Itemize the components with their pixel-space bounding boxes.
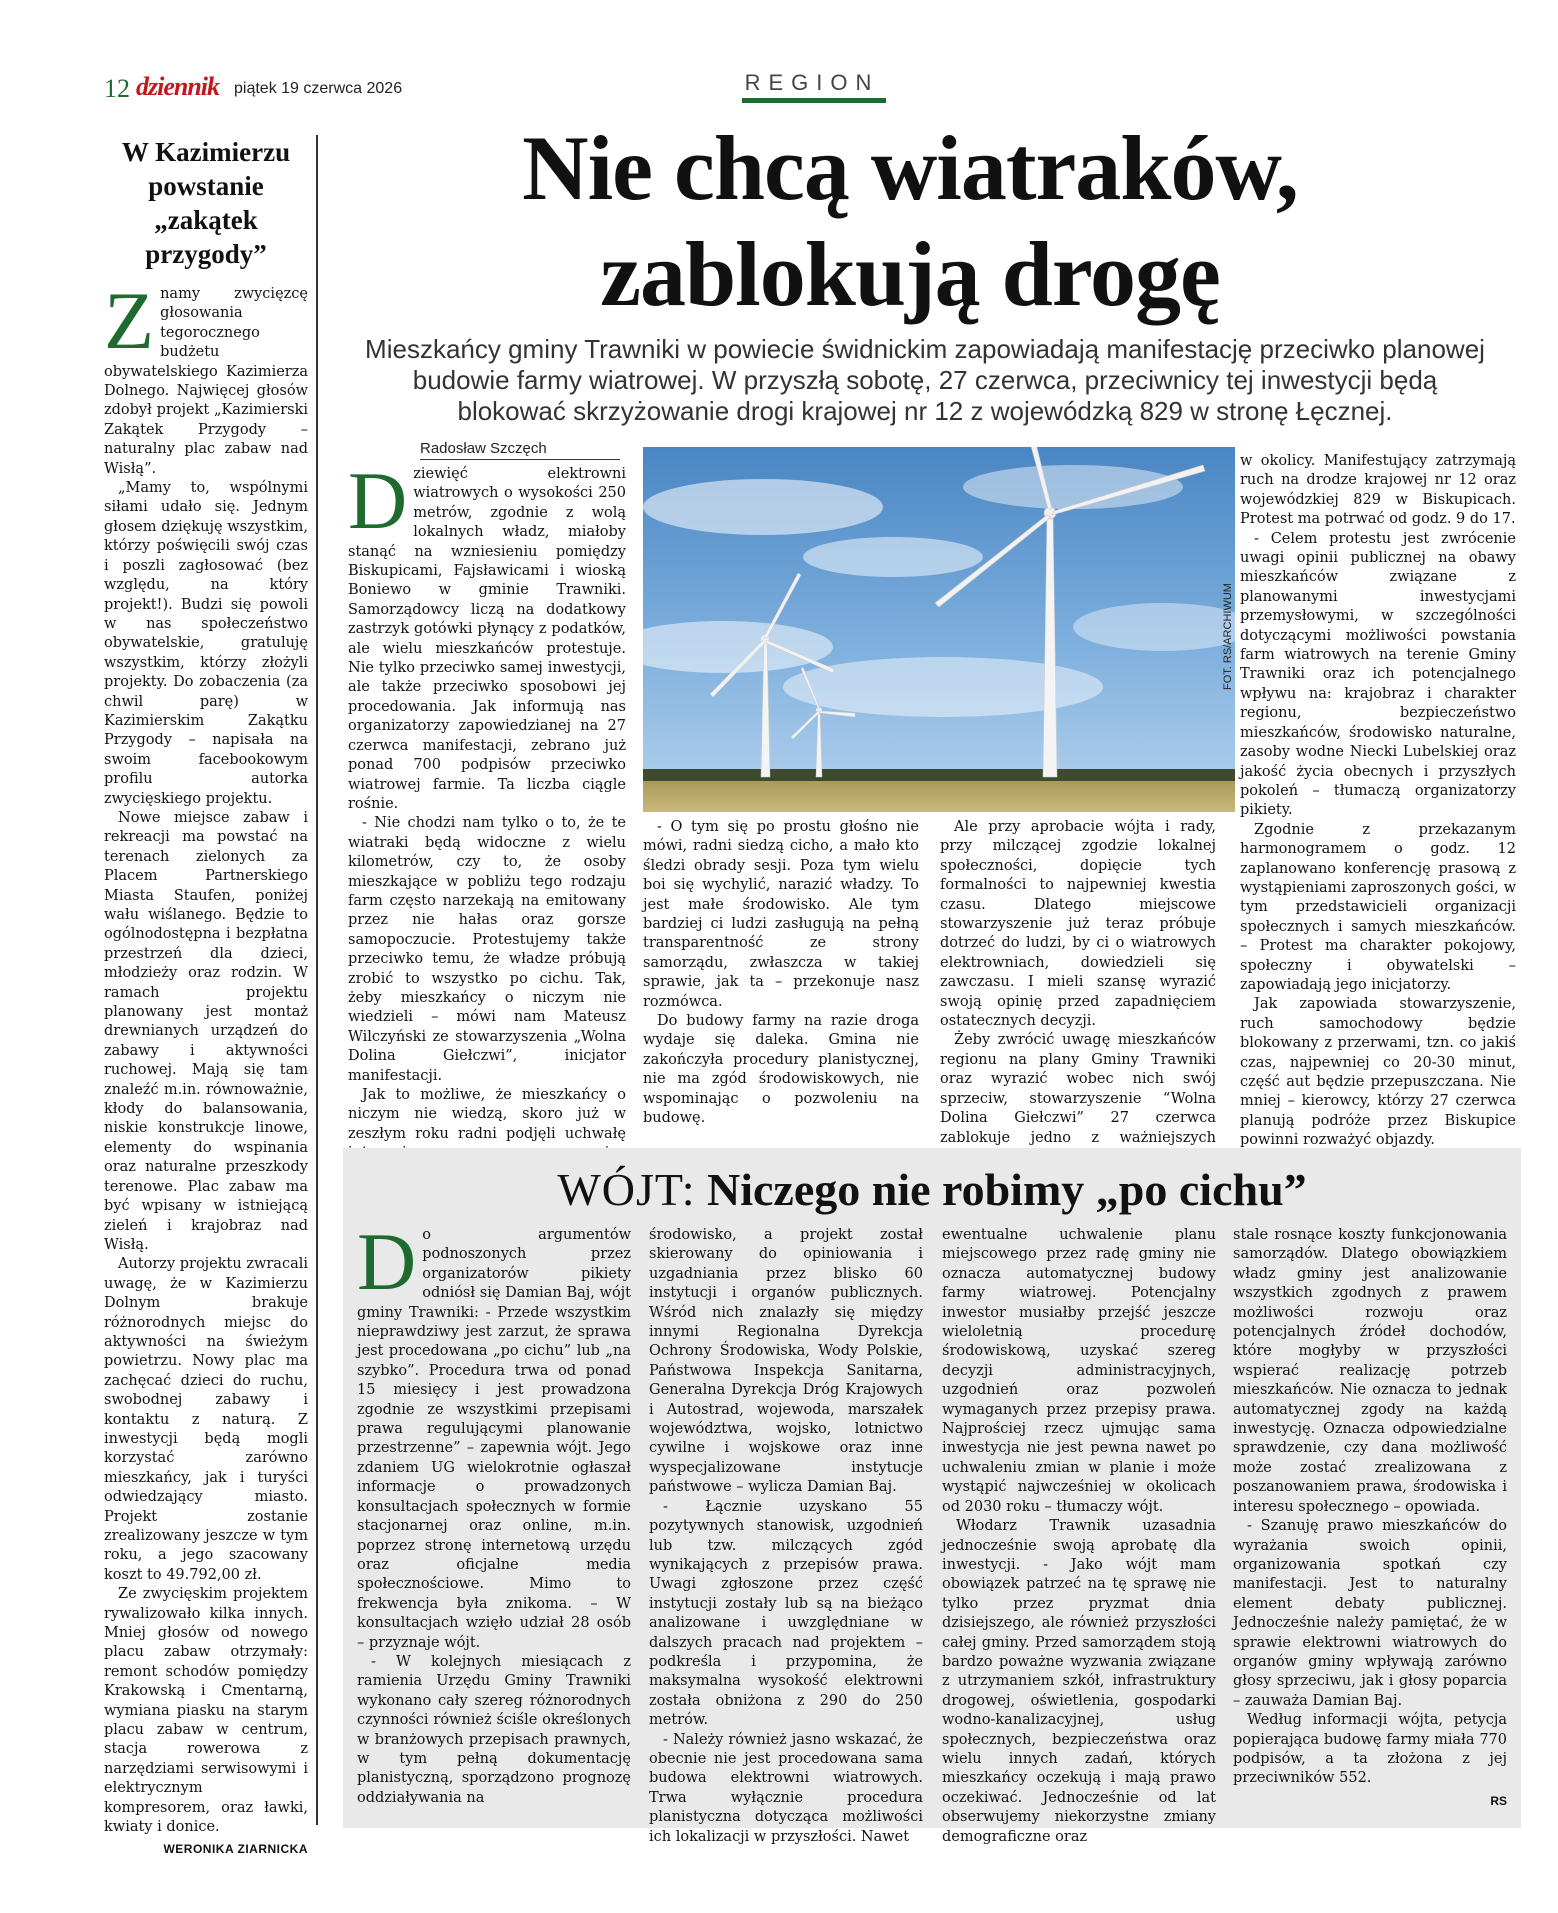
article-paragraph: Jak to możliwe, że mieszkańcy o niczym nie wiedzą, skoro już w zeszłym roku radni podjęli uchwałę [348, 1087, 626, 1142]
sidebar-title: W Kazimierzu powstanie „zakątek przygody” [121, 137, 291, 269]
sidebar-paragraph: „Mamy to, wspólnymi siłami udało się. Jednym głosem dziękuję wszystkim, którzy poświęcili swój czas i poszli zagłosować (bez względu, na który projekt!). Budzi się powoli w nas społeczeństwo obywatelskie, gratuluję wszystkim, którzy złożyli projekty. Do zobaczenia (za chwil parę) w Kazimierskim Zakątku Przygody – napisała na swoim facebookowym profilu autorka zwycięskiego projektu. [104, 480, 308, 807]
sidebar-body [104, 275, 308, 1838]
box-paragraph: środowisko, a projekt został skierowany do opiniowania i uzgadniania przez blisko 60 instytucji i organów publicznych. Wśród nich znalazły się między innymi Regionalna Dyrekcja Ochrony Środowiska, Wody Polskie, Państwowa Inspekcja Sanitarna, Generalna Dyrekcja Dróg Krajowych i Autostrad, wojewoda, marszałek województwa, wojsko, lotnictwo cywilne i wojskowe oraz inne wyspecjalizowane instytucje państwowe – wylicza Damian Baj. [649, 1227, 923, 1496]
article-column-1 [348, 455, 626, 1222]
box-column-2 [649, 1226, 923, 1847]
sidebar-paragraph: Autorzy projektu zwracali uwagę, że w Kazimierzu Dolnym brakuje różnorodnych miejsc do aktywności na świeżym powietrzu. Nowy plac ma zachęcać dzieci do ruchu, swobodnej zabawy i kontaktu z naturą. Z inwestycji będą mogli korzystać zarówno mieszkańcy, jak i turyści odwiedzający miasto. Projekt zostanie zrealizowany jeszcze w tym roku, a jego szacowany koszt to 49.792,00 zł. [104, 1256, 308, 1583]
box-paragraph: - Szanuję prawo mieszkańców do wyrażania swoich opinii, organizowania spotkań czy manifestacji. Jest to naturalny element debaty publicznej. Jednocześnie należy pamiętać, że w sprawie elektrowni wiatrowych do organów gminy wpływają zarówno głosy sprzeciwu, jak i głosy poparcia – zauważa Damian Baj. [1233, 1518, 1507, 1709]
photo-credit: FOT. RS/ARCHIWUM [1222, 583, 1234, 690]
article-paragraph: - Nie chodzi nam tylko o to, że te wiatraki będą widoczne z wielu kilometrów, czy to, że osoby mieszkające w pobliżu tego rodzaju farm często narzekają na emitowany przez nie hałas oraz gorsze samopoczucie. Protestujemy także przeciwko temu, że władze próbują zrobić to wszystko po cichu. Tak, żeby mieszkańcy o niczym nie wiedzieli – mówi nam Mateusz Wilczyński ze stowarzyszenia „Wolna Dolina Giełczwi”, inicjator manifestacji. [348, 815, 626, 1084]
sidebar-first-text: namy zwycięzcę głosowania tegorocznego budżetu obywatelskiego Kazimierza Dolnego. Najwięcej głosów zdobył projekt „Kazimierski Zakątek Przygody – naturalny plac zabaw nad Wisłą”. [104, 286, 308, 477]
article-lead: Mieszkańcy gminy Trawniki w powiecie świdnickim zapowiadają manifestację przeciwko planowej budowie farmy wiatrowej. W przyszłą sobotę, 27 czerwca, przeciwnicy tej inwestycji będą blokować skrzyżowanie drogi krajowej nr 12 z wojewódzką 829 w stronę Łęcznej. [365, 334, 1485, 426]
article-paragraph: Zgodnie z przekazanym harmonogramem o godz. 12 zaplanowano konferencję prasową z wystąpieniami zaproszonych gości, w tym przedstawicieli organizacji społecznych i samych mieszkańców. – Protest ma charakter pokojowy, społeczny i obywatelski – zapowiadają jego inicjatorzy. [1240, 821, 1516, 993]
page-number: 12 [104, 74, 130, 103]
article-first-text: ziewięć elektrowni wiatrowych o wysokości 250 metrów, zgodnie z wolą lokalnych władz, miałoby stanąć na wzniesieniu pomiędzy Biskupicami, Fajsławicami i wioską Boniewo w gminie Trawniki. Samorządowcy liczą na dodatkowy zastrzyk gotówki płynący z podatków, ale wielu mieszkańców protestuje. Nie tylko przeciwko samej inwestycji, ale także przeciwko sposobowi jej procedowania. Jak informują nas organizatorzy zapowiedzianej na 27 czerwca manifestacji, zebrano już ponad 700 podpisów przeciwko wiatrowej farmie. Ta liczba ciągle rośnie. [348, 466, 626, 812]
box-column-4 [1233, 1226, 1507, 1789]
article-paragraph: Żeby zwrócić uwagę mieszkańców regionu na plany Gminy Trawniki oraz wyrazić wobec nich swój sprzeciw, stowarzyszenie “Wolna Dolina Giełczwi” 27 czerwca zablokuje jedno z ważniejszych [940, 1032, 1216, 1146]
sidebar-author: WERONIKA ZIARNICKA [163, 1841, 308, 1856]
section-underline [742, 98, 886, 103]
box-paragraph: Według informacji wójta, petycja popierająca budowę farmy miała 770 podpisów, a ta złożona z jej przeciwników 552. [1233, 1712, 1507, 1787]
box-signature: RS [1490, 1794, 1507, 1808]
box-first-text: o argumentów podnoszonych przez organizatorów pikiety odniósł się Damian Baj, wójt gminy Trawniki: - Przede wszystkim nieprawdziwy jest zarzut, że sprawa jest procedowana „po cichu” lub „na szybko”. Procedura trwa od ponad 15 miesięcy i jest prowadzona zgodnie ze wszystkimi przepisami prawa regulującymi planowanie przestrzenne” – zapewnia wójt. Jego zdaniem UG wielokrotnie ogłaszał informacje o prowadzonych konsultacjach społecznych w formie stacjonarnej oraz online, m.in. poprzez stronę internetową urzędu oraz oficjalne media społecznościowe. Mimo to frekwencja była znikoma. – W konsultacjach wzięło udział 28 osób – przyznaje wójt. [357, 1227, 631, 1651]
headline-line-1: Nie chcą wiatraków, [522, 117, 1298, 219]
article-drop-cap: D [348, 455, 408, 546]
article-first-paragraph [348, 455, 626, 814]
article-paragraph: Ale przy aprobacie wójta i rady, przy milczącej zgodzie lokalnej społeczności, dopięcie tych formalności to najpewniej kwestia czasu. Dlatego miejscowe stowarzyszenie już teraz próbuje dotrzeć do ludzi, by ci o wiatrowych elektrowniach, dowiedzieli się zawczasu. I mieli szansę wyrazić swoją opinię przed zapadnięciem ostatecznych decyzji. [940, 819, 1216, 1030]
box-paragraph: - Łącznie uzyskano 55 pozytywnych stanowisk, uzgodnień lub tzw. milczących zgód wynikających z przepisów prawa. Uwagi zgłoszone przez część instytucji zostały lub są na bieżąco analizowane i uwzględniane w dalszych pracach nad projektem – podkreśla i przypomina, że maksymalna wysokość elektrowni została obniżona z 290 do 250 metrów. [649, 1498, 923, 1729]
headline-line-2: zablokują drogę [600, 223, 1220, 325]
brand-logo: dziennik [136, 72, 220, 101]
sidebar-article [104, 135, 318, 1856]
wind-turbines-photo [643, 447, 1235, 812]
article-paragraph: Jak zapowiada stowarzyszenie, ruch samochodowy będzie blokowany z przerwami, tzn. co jakiś czas, najpewniej co 20-30 minut, część aut będzie przepuszczana. Nie mniej – kierowcy, którzy 27 czerwca planują podróże przez Biskupice powinni rozważyć objazdy. [1240, 996, 1516, 1149]
sidebar-paragraph: Nowe miejsce zabaw i rekreacji ma powstać na terenach zielonych za Placem Partnerskiego Miasta Staufen, poniżej wału wiślanego. Będzie to ogólnodostępna i bezpłatna przestrzeń dla dzieci, młodzieży oraz rodzin. W ramach projektu planowany jest montaż drewnianych urządzeń do zabawy i aktywności ruchowej. Mają się tam znaleźć m.in. równoważnie, kłody do balansowania, niskie konstrukcje linowe, elementy do wspinania oraz naturalne przeszkody terenowe. Plac zabaw ma być wpisany w istniejącą zieleń i krajobraz nad Wisłą. [104, 809, 308, 1253]
sidebar-drop-cap: Z [104, 275, 155, 366]
section-label: REGION [744, 70, 880, 95]
article-column-2 [643, 818, 919, 1129]
article-byline: Radosław Szczęch [420, 440, 547, 457]
box-paragraph: Włodarz Trawnik uzasadnia jednocześnie swoją aprobatę dla inwestycji. - Jako wójt mam obowiązek patrzeć na tę sprawę nie tylko przez pryzmat dnia dzisiejszego, ale również przyszłości całej gminy. Przed samorządem stoją bardzo poważne wyzwania związane z utrzymaniem szkół, infrastruktury drogowej, oświetlenia, gospodarki wodno-kanalizacyjnej, usług społecznych, bezpieczeństwa oraz wielu innych zadań, których mieszkańcy oczekują i mają prawo oczekiwać. Jednocześnie od lat obserwujemy niekorzystne zmiany demograficzne oraz [942, 1518, 1216, 1845]
sidebar-paragraph: Ze zwycięskim projektem rywalizowało kilka innych. Mniej głosów od nowego placu zabaw otrzymały: remont schodów pomiędzy Krakowską i Cmentarną, wymiana piasku na starym placu zabaw w centrum, stacja rowerowa z narzędziami serwisowymi i elektrycznym kompresorem, oraz ławki, kwiaty i donice. [104, 1586, 308, 1836]
box-drop-cap: D [357, 1216, 417, 1307]
article-paragraph: w okolicy. Manifestujący zatrzymają ruch na drodze krajowej nr 12 oraz wojewódzkiej 829 w Biskupicach. Protest ma potrwać od godz. 9 do 17. [1240, 453, 1516, 528]
box-first-paragraph [357, 1216, 631, 1653]
interview-box [343, 1148, 1521, 1845]
box-column-1 [357, 1216, 631, 1808]
box-title-text: Niczego nie robimy „po cichu” [706, 1164, 1307, 1215]
box-column-3 [942, 1226, 1216, 1847]
article-paragraph: Do budowy farmy na razie droga wydaje się daleka. Gmina nie zakończyła procedury planistycznej, nie ma zgód środowiskowych, nie wspominając o pozwoleniu na budowę. [643, 1013, 919, 1127]
box-paragraph: ewentualne uchwalenie planu miejscowego przez radę gminy nie oznacza automatycznej budowy farmy wiatrowej. Potencjalny inwestor musiałby przejść jeszcze wieloletnią procedurę środowiskową, uzyskać szereg decyzji administracyjnych, uzgodnień oraz pozwoleń wymaganych przez przepisy prawa. Najprościej rzecz ujmując sama inwestycja nie jest pewna nawet po uchwaleniu zmian w planie i może wystąpić najwcześniej w okolicach od 2030 roku – tłumaczy wójt. [942, 1227, 1216, 1515]
article-paragraph: - Celem protestu jest zwrócenie uwagi opinii publicznej na obawy mieszkańców związane z planowanymi inwestycjami przemysłowymi, w szczególności dotyczącymi możliwości powstania farm wiatrowych na terenie Gminy Trawniki oraz ich potencjalnego wpływu na: krajobraz i charakter regionu, bezpieczeństwo mieszkańców, środowisko naturalne, zasoby wodne Niecki Lubelskiej oraz jakość życia obecnych i przyszłych pokoleń – tłumaczą organizatorzy pikiety. [1240, 530, 1516, 819]
box-paragraph: - W kolejnych miesiącach z ramienia Urzędu Gminy Trawniki wykonano cały szereg różnorodnych czynności również ściśle określonych w branżowych przepisach prawnych, w tym pełną dokumentację planistyczną, sporządzono prognozę oddziaływania na [357, 1653, 631, 1806]
article-headline [340, 115, 1480, 327]
article-column-3 [940, 818, 1216, 1167]
byline-rule [420, 459, 620, 460]
box-paragraph: - Należy również jasno wskazać, że obecnie nie jest procedowana sama budowa elektrowni wiatrowych. Trwa wyłącznie procedura planistyczna dotycząca możliwości ich lokalizacji w przyszłości. Nawet [649, 1731, 923, 1845]
article-column-4 [1240, 452, 1516, 1151]
article-paragraph: - O tym się po prostu głośno nie mówi, radni siedzą cicho, a mało kto śledzi obrady sesji. Poza tym wielu boi się wychylić, narazić władzy. To jest małe środowisko. Ale tym bardziej ci ludzi zasługują na pełną transparentność ze strony samorządu, zwłaszcza w takiej sprawie, jak ta – przekonuje nasz rozmówca. [643, 819, 919, 1010]
box-title-label: WÓJT: [557, 1164, 696, 1215]
box-title [343, 1162, 1521, 1218]
sidebar-first-paragraph [104, 275, 308, 479]
issue-date: piątek 19 czerwca 2026 [234, 80, 403, 97]
box-paragraph: stale rosnące koszty funkcjonowania samorządów. Dlatego obowiązkiem władz gminy jest analizowanie wszystkich zgodnych z prawem możliwości rozwoju oraz potencjalnych źródeł dochodów, które mogłyby w przyszłości wspierać realizację potrzeb mieszkańców. Nie oznacza to jednak automatycznej zgody na każdą inwestycję. Oznacza odpowiedzialne sprawdzenie, czy dana możliwość może zostać zrealizowana z poszanowaniem prawa, środowiska i interesu społecznego – opowiada. [1233, 1227, 1507, 1515]
